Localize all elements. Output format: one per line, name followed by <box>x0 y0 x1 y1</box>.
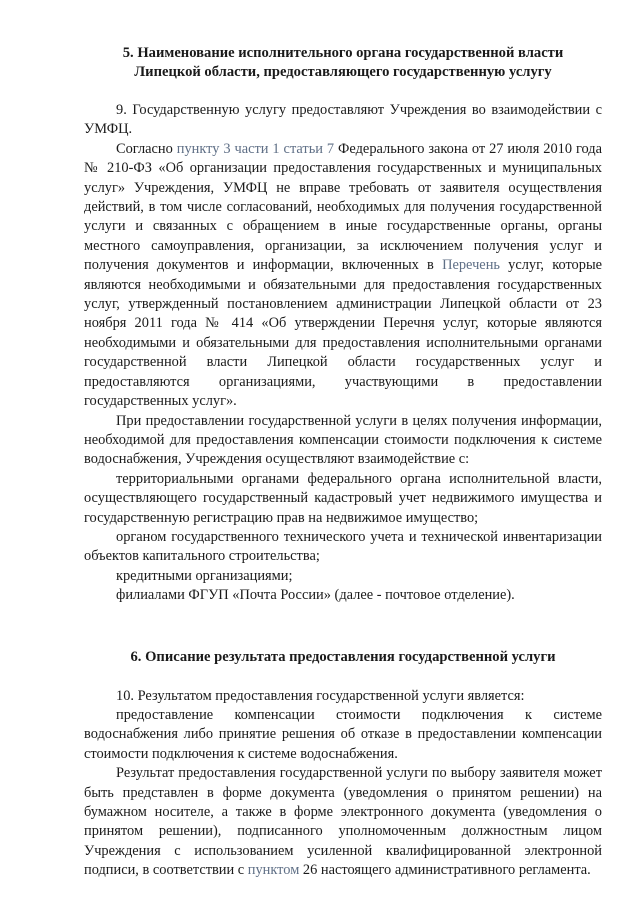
paragraph-text: услуг, которые являются необходимыми и обязательными для предоставления государственных услуг, утвержденный постановлением администрации Липецкой области от 23 ноября 2011 года № 414 «Об утверждении Перечня услуг, которые являются необходимыми и обязательными для предоставления исполнительными органами государственной власти Липецкой области государственных услуг и предоставляются организациями, участвующими в предоставлении государственных услуг». <box>84 257 603 410</box>
document-page <box>84 44 602 881</box>
paragraph-text: Федерального закона от 27 июля 2010 года № 210-ФЗ «Об организации предоставления государственных и муниципальных услуг» Учреждения, УМФЦ не вправе требовать от заявителя осуществления действий, в том числе согласований, необходимых для получения государственной услуги и связанных с обращением в иные государственные органы, органы местного самоуправления, организации, за исключением получения услуг и получения документов и информации, включенных в <box>84 140 602 274</box>
paragraph-10: 10. Результатом предоставления государственной услуги является: <box>116 687 525 704</box>
paragraph-text: 26 настоящего административного регламента. <box>299 862 591 879</box>
paragraph-9: 9. Государственную услугу предоставляют Учреждения во взаимодействии с УМФЦ. <box>84 102 602 138</box>
paragraph-result-form <box>84 764 602 880</box>
list-item-post-office: филиалами ФГУП «Почта России» (далее - почтовое отделение). <box>116 587 515 604</box>
clause-link[interactable]: пунктом <box>247 862 300 879</box>
list-item-credit-organizations: кредитными организациями; <box>116 567 293 584</box>
paragraph-text: Результат предоставления государственной услуги по выбору заявителя может быть представлен в форме документа (уведомления о принятом решении) на бумажном носителе, а также в форме электронного документа (уведомления о принятом решении), подписанного уполномоченным должностным лицом Учреждения с использованием усиленной квалифицированной электронной подписи, в соответствии с <box>84 765 602 879</box>
paragraph-text: Согласно <box>116 140 177 157</box>
law-article-link[interactable]: пункту 3 части 1 статьи 7 <box>176 140 335 157</box>
paragraph-compensation: предоставление компенсации стоимости подключения к системе водоснабжения либо принятие решения об отказе в предоставлении компенсации стоимости подключения к системе водоснабжения. <box>84 706 602 762</box>
list-item-technical-accounting: органом государственного технического учета и технической инвентаризации объектов капитального строительства; <box>84 528 602 565</box>
paragraph-interaction: При предоставлении государственной услуги в целях получения информации, необходимой для предоставления компенсации стоимости подключения к системе водоснабжения, Учреждения осуществляют взаимодействие с: <box>84 412 602 468</box>
paragraph-federal-law <box>84 140 602 412</box>
services-list-link[interactable]: Перечень <box>442 257 500 274</box>
section-5-heading: 5. Наименование исполнительного органа государственной власти Липецкой области, предоставляющего государственную услугу <box>122 45 564 80</box>
section-6-heading: 6. Описание результата предоставления государственной услуги <box>130 648 556 665</box>
list-item-territorial-organs: территориальными органами федерального органа исполнительной власти, осуществляющего государственный кадастровый учет недвижимого имущества и государственную регистрацию прав на недвижимое имущество; <box>84 470 602 526</box>
